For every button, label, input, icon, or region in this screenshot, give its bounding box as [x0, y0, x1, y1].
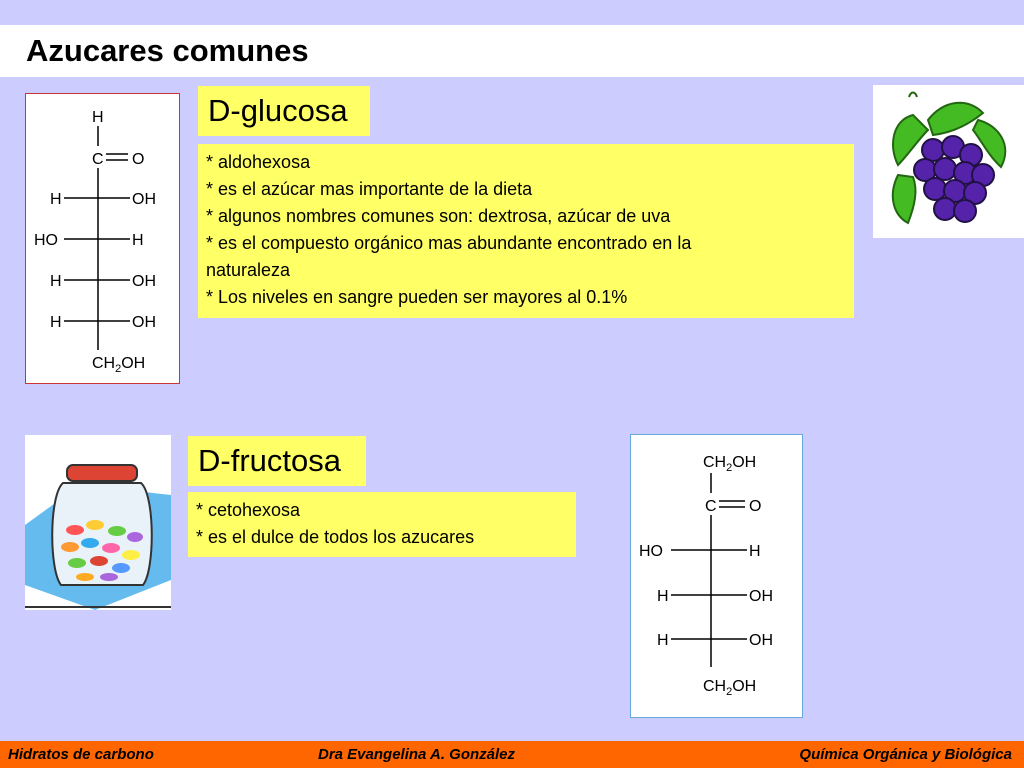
glucose-note-5: naturaleza	[206, 260, 291, 280]
footer-author: Dra Evangelina A. González	[318, 746, 515, 763]
fructose-row1-right: H	[749, 543, 761, 560]
glucose-row2-left: HO	[34, 232, 58, 249]
glucose-structure	[25, 93, 180, 384]
glucose-note-3: * algunos nombres comunes son: dextrosa, azúcar de uva	[206, 206, 671, 226]
footer-bar	[0, 741, 1024, 768]
fructose-row2-left: H	[657, 588, 669, 605]
title-bar	[0, 25, 1024, 77]
glucose-row3-left: H	[50, 273, 62, 290]
glucose-row4-right: OH	[132, 314, 156, 331]
glucose-note-4: * es el compuesto orgánico mas abundante encontrado en la	[206, 233, 692, 253]
glucose-heading: D-glucosa	[198, 86, 370, 136]
fructose-note-2: * es el dulce de todos los azucares	[196, 527, 475, 547]
fructose-row2-right: OH	[749, 588, 773, 605]
fructose-row3-left: H	[657, 632, 669, 649]
glucose-row2-right: H	[132, 232, 144, 249]
fructose-heading: D-fructosa	[188, 436, 366, 486]
glucose-row4-left: H	[50, 314, 62, 331]
glucose-carbonyl-c: C	[92, 151, 104, 168]
fructose-structure	[630, 434, 803, 718]
glucose-carbonyl-o: O	[132, 151, 145, 168]
fructose-note-1: * cetohexosa	[196, 500, 301, 520]
glucose-top-h: H	[92, 109, 104, 126]
glucose-row3-right: OH	[132, 273, 156, 290]
candy-jar-icon	[25, 435, 171, 610]
fructose-row1-left: HO	[639, 543, 663, 560]
glucose-row1-right: OH	[132, 191, 156, 208]
glucose-bottom-group: $CH_2OH$	[92, 355, 146, 375]
grapes-icon	[873, 85, 1024, 238]
grapes-image	[873, 85, 1024, 238]
footer-subject: Química Orgánica y Biológica	[799, 746, 1012, 763]
fructose-fischer-projection	[631, 435, 802, 717]
fructose-carbonyl-o: O	[749, 498, 762, 515]
fructose-row3-right: OH	[749, 632, 773, 649]
fructose-top-group: $CH_2OH$	[703, 454, 757, 474]
footer-course: Hidratos de carbono	[8, 746, 154, 763]
fructose-bottom-group: $CH_2OH$	[703, 678, 757, 698]
glucose-row1-left: H	[50, 191, 62, 208]
candy-jar-image	[25, 435, 171, 610]
glucose-fischer-projection	[26, 94, 179, 383]
glucose-note-6: * Los niveles en sangre pueden ser mayores al 0.1%	[206, 287, 628, 307]
slide-title: Azucares comunes	[26, 33, 309, 68]
glucose-notes	[198, 144, 854, 318]
fructose-notes	[188, 492, 576, 557]
glucose-note-2: * es el azúcar mas importante de la dieta	[206, 179, 533, 199]
glucose-note-1: * aldohexosa	[206, 152, 311, 172]
fructose-carbonyl-c: C	[705, 498, 717, 515]
